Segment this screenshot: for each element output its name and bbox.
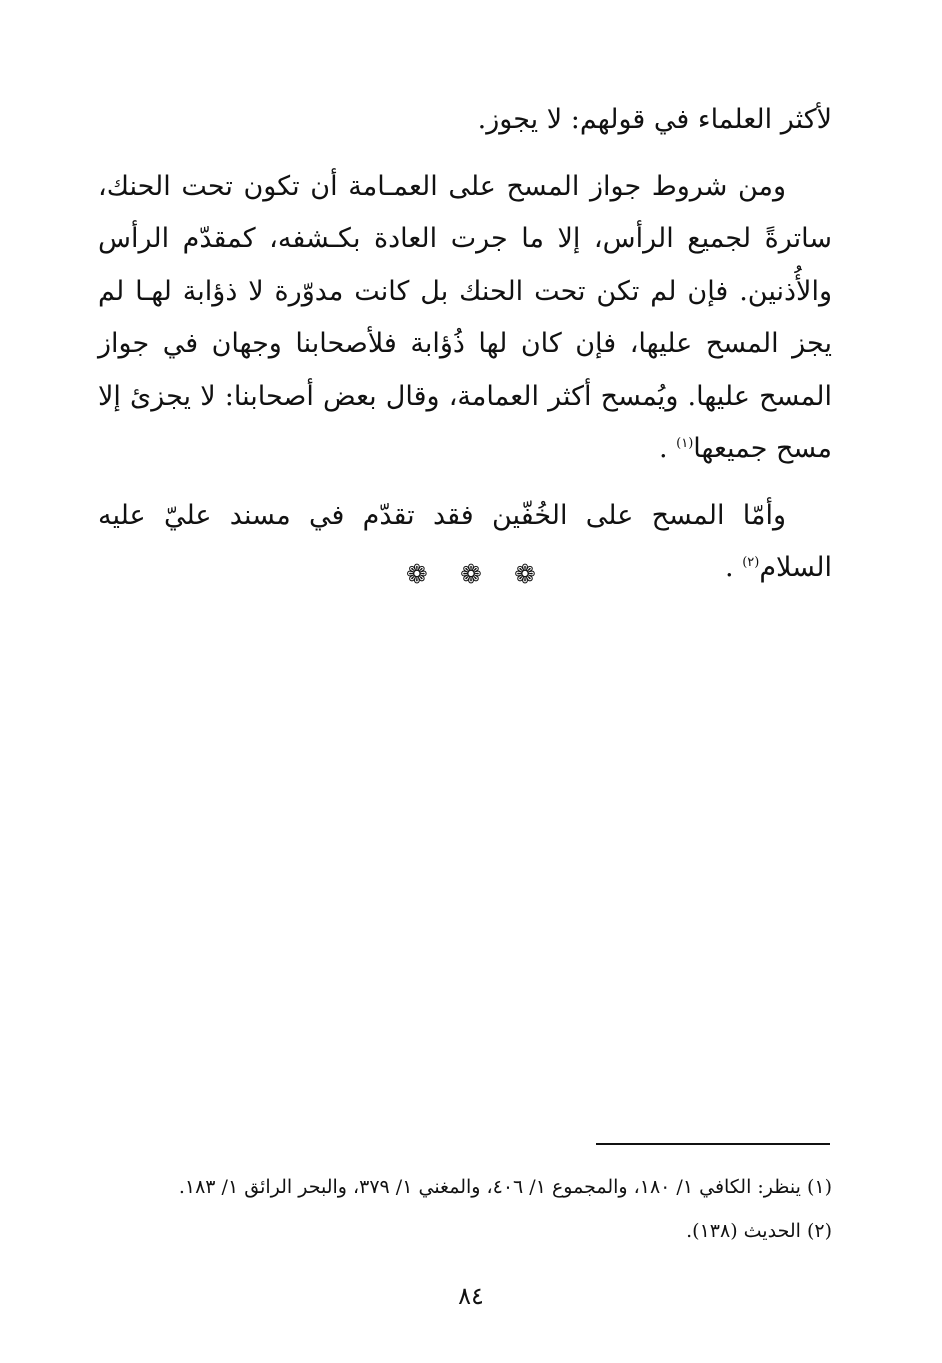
footnote-marker-1: (١) <box>676 436 694 451</box>
paragraph-3-text: وأمّا المسح على الخُفّين فقد تقدّم في مسند عليّ عليه السلام <box>98 499 832 583</box>
page-number: ٨٤ <box>458 1282 484 1310</box>
paragraph-2-end: . <box>658 433 677 464</box>
ornament-flower-icon: ❁ <box>406 560 428 590</box>
section-divider <box>0 560 942 590</box>
footnote-2: (٢) الحديث (١٣٨). <box>686 1220 832 1242</box>
footnote-1: (١) ينظر: الكافي ١/ ١٨٠، والمجموع ١/ ٤٠٦، والمغني ١/ ٣٧٩، والبحر الرائق ١/ ١٨٣. <box>178 1176 832 1198</box>
footnotes <box>98 1165 832 1253</box>
ornament-flower-icon: ❁ <box>514 560 536 590</box>
footnote-separator <box>596 1143 830 1145</box>
main-text <box>98 94 832 595</box>
footnote-marker-2: (٢) <box>742 555 760 570</box>
ornament-flower-icon: ❁ <box>460 560 482 590</box>
paragraph-1 <box>98 94 832 147</box>
paragraph-1-text: لأكثر العلماء في قولهم: لا يجوز. <box>477 104 832 135</box>
paragraph-2-text: ومن شروط جواز المسح على العمـامة أن تكون تحت الحنك، ساترةً لجميع الرأس، إلا ما جرت العادة بكـشفه، كمقدّم الرأس والأُذنين. فإن لم تكن تحت الحنك بل كانت مدوّرة لا ذؤابة لهـا لم يجز المسح عليها، فإن كان لها ذُؤابة فلأصحابنا وجهان في جواز المسح عليها. ويُمسح أكثر العمامة، وقال بعض أصحابنا: لا يجزئ إلا مسح جميعها <box>98 170 832 464</box>
paragraph-2 <box>98 161 832 476</box>
paragraph-3-end: . <box>725 552 743 583</box>
